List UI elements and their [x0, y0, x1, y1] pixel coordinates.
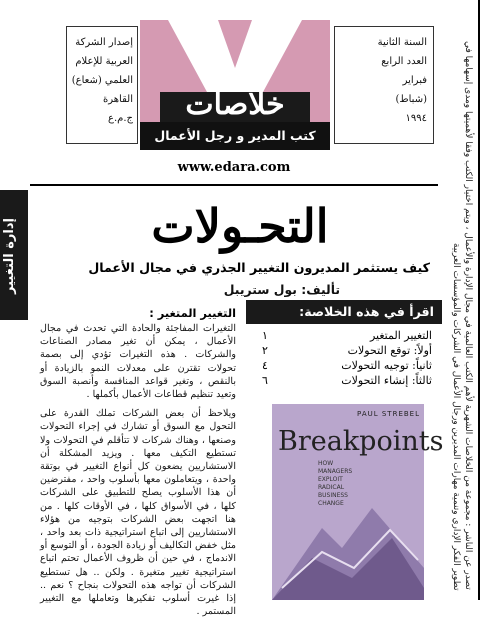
toc-item-label: ثالثاً: إنشاء التحولات [341, 374, 432, 387]
publisher-box [66, 26, 138, 144]
book-subtitle-line: BUSINESS [318, 492, 348, 499]
section-tab-label: إدارة التغيير [2, 218, 17, 294]
logo-tagline: كتب المدير و رجل الأعمال [154, 128, 316, 143]
book-subtitle-line: RADICAL [318, 484, 345, 491]
body-paragraph: التغيرات المفاجئة والحادة التي تحدث في مجال الأعمال ، يمكن أن تغير مصادر الصناعات والشركات . هذه التغيرات تؤدي إلى بصمة تحولات تقترن على معدلات النمو بالزيادة أو بالنقص ، وتغير قواعد المنافسة وأنصبة السوق وتعيد تنظيم قطاعات الأعمال بأكملها . [40, 323, 236, 401]
issue-number: العدد الرابع [381, 56, 427, 67]
book-subtitle-line: EXPLOIT [318, 476, 343, 483]
book-subtitle [318, 460, 378, 508]
issue-month-alt: (شباط) [395, 94, 427, 105]
toc-item-page: ٤ [262, 359, 268, 372]
toc-item[interactable] [262, 358, 432, 373]
toc-item[interactable] [262, 373, 432, 388]
toc-item-page: ١ [262, 329, 268, 342]
toc-item[interactable] [262, 343, 432, 358]
header-rule [30, 184, 438, 186]
website-url[interactable]: www.edara.com [177, 160, 291, 175]
publisher-line: ج.م.ع [108, 113, 133, 124]
toc-item-page: ٢ [262, 344, 268, 357]
body-heading: التغيير المتغير : [149, 306, 236, 320]
toc-item-label: أولاً: توقع التحولات [347, 344, 432, 357]
book-cover-art [272, 508, 424, 600]
publisher-line: العربية للإعلام [75, 56, 133, 67]
side-strip-text: تصدر عن الناشر : مجموعة من الخلاصات الشهرية لأهم الكتب العالمية في مجال الإدارة والأعمال ، ويتم اختيار الكتب وفقا لأهميتها ومدى إسهامها في تطوير الفكر الإداري وتنمية مهارات المديرين ورجال الأعمال في الشركات والمؤسسات العربية [451, 41, 473, 590]
issue-box [334, 26, 434, 144]
book-title: Breakpoints [278, 426, 444, 457]
logo-word: خلاصات [185, 87, 285, 122]
issue-year: السنة الثانية [377, 37, 427, 48]
body-column [40, 322, 236, 618]
body-paragraph: ويلاحظ أن بعض الشركات تملك القدرة على التحول مع السوق أو تشارك في إجراء التحولات وصنعها ، وهناك شركات لا تتأقلم في التحولات ولا تستطيع التكيف معها . ويزيد المشكلة أن الاستشاريين يضعون كل أنواع التغيير في بوتقة واحدة ، ويتعاملون معها بأسلوب واحد ، مفترضين أن هذا الأسلوب يصلح للتطبيق على الشركات كلها ، في الأسواق كلها ، في الأوقات كلها . من هنا اتجهت بعض الشركات بتوجيه من هؤلاء الاستشاريين إلى اتباع استراتيجية ذات بعد واحد ، مثل خفض التكاليف أو زيادة الجودة ، أو التوسع أو الاندماج ، في حين أن ظروف الأعمال تحتم اتباع استراتيجية تغيير متغيرة . ولكن .. هل تستطيع الشركات أن تواجه هذه التحولات بنجاح ؟ نعم .. إذا غيرت أسلوب تفكيرها وتعاملها مع التغيير المستمر . [40, 408, 236, 618]
publisher-line: القاهرة [103, 94, 133, 105]
book-cover [272, 404, 444, 600]
book-author: PAUL STREBEL [357, 410, 420, 418]
toc-item-label: ثانياً: توجيه التحولات [341, 359, 432, 372]
masthead [30, 20, 438, 150]
logo-block [140, 20, 330, 150]
toc-item-label: التغيير المتغير [369, 329, 432, 342]
book-subtitle-line: HOW [318, 460, 334, 467]
publisher-line: إصدار الشركة [75, 37, 133, 48]
publisher-line: العلمي (شعاع) [71, 75, 133, 86]
issue-date: ١٩٩٤ [405, 113, 427, 124]
toc-item-page: ٦ [262, 374, 268, 387]
article-title: التحـولات [151, 199, 329, 253]
article-author: تأليف: بول ستريبل [223, 282, 340, 297]
book-subtitle-line: CHANGE [318, 500, 344, 507]
article-subtitle: كيف يستثمر المديرون التغيير الجذري في مجال الأعمال [88, 260, 430, 275]
toc-box [246, 300, 442, 392]
issue-month: فبراير [402, 75, 427, 86]
toc-heading: اقرأ في هذه الخلاصة: [246, 300, 442, 324]
toc-item[interactable] [262, 328, 432, 343]
book-subtitle-line: MANAGERS [318, 468, 353, 475]
